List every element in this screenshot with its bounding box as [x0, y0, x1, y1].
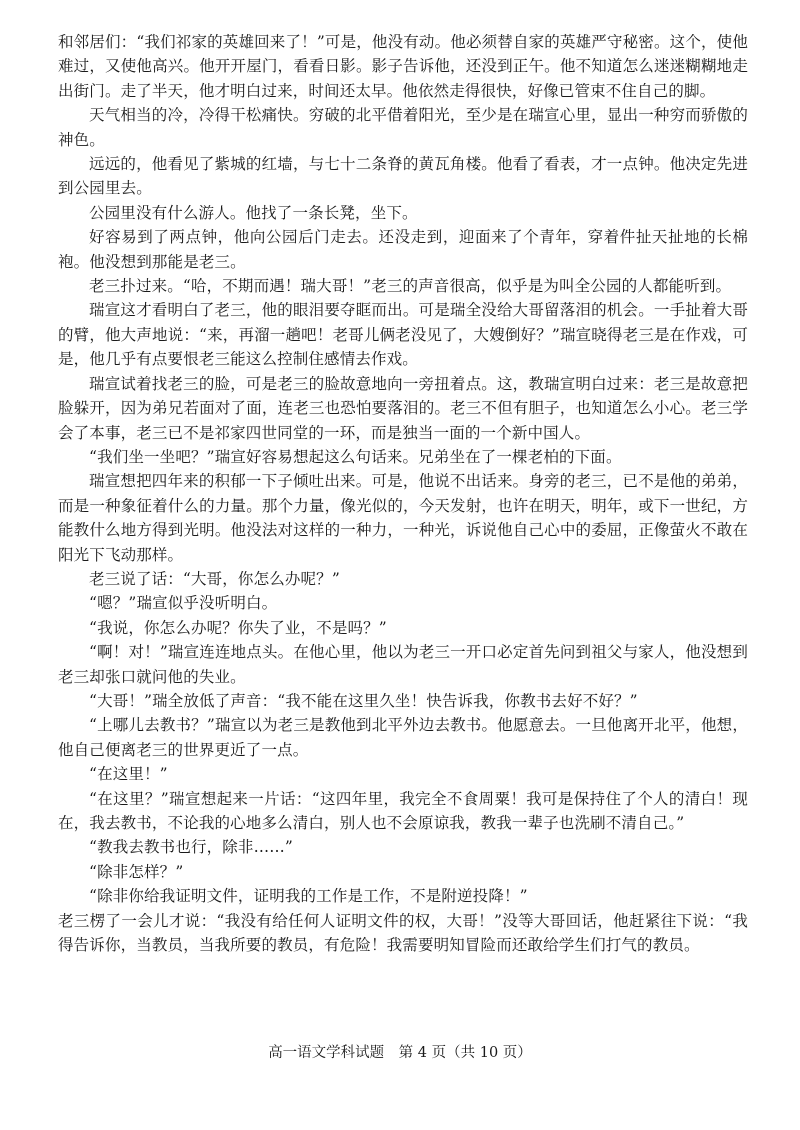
- paragraph-10: 瑞宣想把四年来的积郁一下子倾吐出来。可是，他说不出话来。身旁的老三，已不是他的弟弟，而是一种象征着什么的力量。那个力量，像光似的，今天发射，也许在明天，明年，或下一世纪，方能教什么地方得到光明。他没法对这样的一种力，一种光，诉说他自己心中的委屈，正像萤火不敢在阳光下飞动那样。: [58, 472, 748, 564]
- paragraph-11: 老三说了话：“大哥，你怎么办呢？”: [89, 569, 340, 588]
- paragraph-18: “在这里？”瑞宣想起来一片话：“这四年里，我完全不食周粟！我可是保持住了个人的清白！现在，我去教书，不论我的心地多么清白，别人也不会原谅我，教我一辈子也洗刷不清自己。”: [58, 789, 748, 832]
- paragraph-22: 老三楞了一会儿才说：“我没有给任何人证明文件的权，大哥！”没等大哥回话，他赶紧往下说：“我得告诉你，当教员，当我所要的教员，有危险！我需要明知冒险而还敢给学生们打气的教员。: [58, 911, 748, 955]
- document-body: [58, 30, 748, 957]
- paragraph-16: “上哪儿去教书？”瑞宣以为老三是教他到北平外边去教书。他愿意去。一旦他离开北平，他想，他自己便离老三的世界更近了一点。: [58, 716, 748, 759]
- paragraph-14: “啊！对！”瑞宣连连地点头。在他心里，他以为老三一开口必定首先问到祖父与家人，他没想到老三却张口就问他的失业。: [58, 643, 748, 686]
- paragraph-9: “我们坐一坐吧？”瑞宣好容易想起这么句话来。兄弟坐在了一棵老柏的下面。: [89, 447, 622, 466]
- paragraph-13: “我说，你怎么办呢？你失了业，不是吗？”: [89, 618, 387, 637]
- paragraph-6: 老三扑过来。“哈，不期而遇！瑞大哥！”老三的声音很高，似乎是为叫全公园的人都能听到。: [89, 277, 732, 296]
- page-footer: 高一语文学科试题 第 4 页（共 10 页）: [268, 1045, 532, 1061]
- paragraph-17: “在这里！”: [89, 765, 168, 784]
- paragraph-12: “嗯？”瑞宣似乎没听明白。: [89, 594, 278, 613]
- paragraph-2: 天气相当的冷，冷得干松痛快。穷破的北平借着阳光，至少是在瑞宣心里，显出一种穷而骄傲的神色。: [58, 106, 748, 149]
- paragraph-3: 远远的，他看见了紫城的红墙，与七十二条脊的黄瓦角楼。他看了看表，才一点钟。他决定先进到公园里去。: [58, 155, 748, 198]
- paragraph-19: “教我去教书也行，除非……”: [89, 838, 293, 857]
- paragraph-20: “除非怎样？”: [89, 862, 184, 881]
- paragraph-21: “除非你给我证明文件，证明我的工作是工作，不是附逆投降！”: [89, 887, 528, 906]
- paragraph-15: “大哥！”瑞全放低了声音：“我不能在这里久坐！快告诉我，你教书去好不好？”: [89, 691, 638, 710]
- paragraph-8: 瑞宣试着找老三的脸，可是老三的脸故意地向一旁扭着点。这，教瑞宣明白过来：老三是故意把脸躲开，因为弟兄若面对了面，连老三也恐怕要落泪的。老三不但有胆子，也知道怎么小心。老三学会了本事，老三已不是祁家四世同堂的一环，而是独当一面的一个新中国人。: [58, 374, 748, 442]
- paragraph-7: 瑞宣这才看明白了老三，他的眼泪要夺眶而出。可是瑞全没给大哥留落泪的机会。一手扯着大哥的臂，他大声地说：“来，再溜一趟吧！老哥儿俩老没见了，大嫂倒好？”瑞宣晓得老三是在作戏，可是，他几乎有点要恨老三能这么控制住感情去作戏。: [58, 301, 748, 369]
- paragraph-4: 公园里没有什么游人。他找了一条长凳，坐下。: [89, 203, 418, 222]
- paragraph-1: 和邻居们：“我们祁家的英雄回来了！”可是，他没有动。他必须替自家的英雄严守秘密。这个，使他难过，又使他高兴。他开开屋门，看看日影。影子告诉他，还没到正午。他不知道怎么迷迷糊糊地走出街门。走了半天，他才明白过来，时间还太早。他依然走得很快，好像已管束不住自己的脚。: [58, 33, 748, 100]
- paragraph-5: 好容易到了两点钟，他向公园后门走去。还没走到，迎面来了个青年，穿着件扯天扯地的长棉袍。他没想到那能是老三。: [58, 228, 748, 271]
